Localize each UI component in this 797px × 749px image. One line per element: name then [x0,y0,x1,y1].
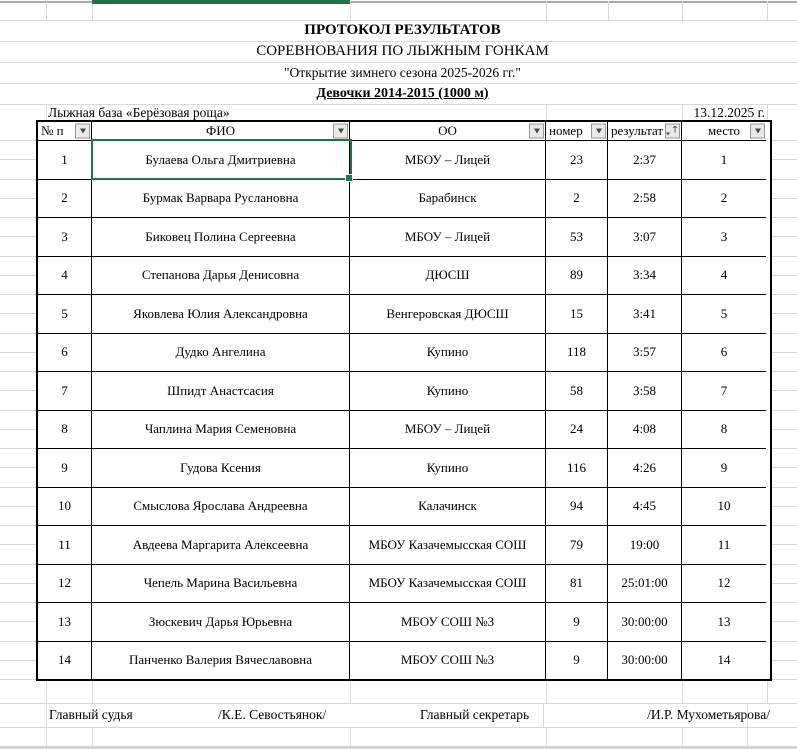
gridline-h [0,583,36,584]
table-row [38,448,770,487]
gridline-h [0,429,36,430]
column-header-oo: ОО [350,122,546,140]
gridline-h [769,544,797,545]
gridline-h [0,140,36,141]
gridline-h [769,429,797,430]
gridline-v [92,727,93,746]
cell-place[interactable]: 2 [682,179,766,218]
gridline-h [769,294,797,295]
cell-place[interactable]: 10 [682,487,766,526]
cell-fio[interactable]: Панченко Валерия Вячеславовна [92,641,350,680]
gridline-h [0,679,36,680]
gridline-v [46,681,47,703]
table-row [38,294,770,333]
table-header-row [38,122,770,140]
cell-num[interactable]: 1 [38,140,92,179]
gridline-h [0,159,36,160]
gridline-h [769,313,797,314]
cell-result[interactable]: 4:45 [608,487,682,526]
cell-result[interactable]: 25:01:00 [608,564,682,603]
gridline-v [682,727,683,746]
gridline-h [0,506,36,507]
cell-place[interactable]: 11 [682,525,766,564]
gridline-h [769,467,797,468]
filter-button-bib[interactable] [591,124,606,139]
table-row [38,641,770,680]
cell-num[interactable]: 13 [38,602,92,641]
gridline-v [682,1,683,20]
cell-place[interactable]: 3 [682,217,766,256]
cell-result[interactable]: 3:57 [608,333,682,372]
gridline-h [769,621,797,622]
column-header-bib: номер [546,122,608,140]
gridline-h [769,506,797,507]
cell-fio[interactable]: Чепель Марина Васильевна [92,564,350,603]
gridline-h [0,256,36,257]
cell-fio[interactable]: Биковец Полина Сергеевна [92,217,350,256]
gridline-h [0,660,36,661]
secretary-name: /И.Р. Мухометьярова/ [647,707,770,722]
cell-num[interactable]: 10 [38,487,92,526]
filter-button-num[interactable] [75,124,90,139]
cell-result[interactable]: 4:08 [608,410,682,449]
cell-oo[interactable]: Калачинск [350,487,546,526]
gridline-h [0,217,36,218]
title-season: "Открытие зимнего сезона 2025-2026 гг." [284,65,521,80]
cell-result[interactable]: 3:41 [608,294,682,333]
gridline-v [608,1,609,20]
gridline-v [546,1,547,20]
gridline-h [0,294,36,295]
gridline-h [0,390,36,391]
cell-bib[interactable]: 15 [546,294,608,333]
gridline-v [767,1,768,20]
cell-place[interactable]: 4 [682,256,766,295]
secretary-label: Главный секретарь [420,707,530,722]
judge-label: Главный судья [49,707,133,722]
cell-num[interactable]: 8 [38,410,92,449]
title-category: Девочки 2014-2015 (1000 м) [316,86,489,101]
column-header-result: результат ↑ [608,122,682,140]
gridline-h [0,602,36,603]
cell-bib[interactable]: 24 [546,410,608,449]
gridline-h [769,448,797,449]
table-row [38,487,770,526]
column-header-num: № п [38,122,92,140]
cell-fio[interactable]: Смыслова Ярослава Андреевна [92,487,350,526]
gridline-h [769,179,797,180]
gridline-h [0,198,36,199]
table-row [38,564,770,603]
cell-oo[interactable]: МБОУ – Лицей [350,410,546,449]
cell-num[interactable]: 4 [38,256,92,295]
cell-place[interactable]: 13 [682,602,766,641]
gridline-h [0,352,36,353]
cell-place[interactable]: 8 [682,410,766,449]
cell-bib[interactable]: 94 [546,487,608,526]
selection-strip [92,0,350,4]
gridline-h [769,333,797,334]
results-table [36,120,772,681]
gridline-h [769,564,797,565]
gridline-h [769,487,797,488]
gridline-h [769,371,797,372]
gridline-h [769,256,797,257]
title-competition: СОРЕВНОВАНИЯ ПО ЛЫЖНЫМ ГОНКАМ [256,43,549,59]
gridline-v [46,1,47,20]
filter-button-fio[interactable] [333,124,348,139]
filter-caret-icon [534,129,540,134]
cell-oo[interactable]: Купино [350,371,546,410]
gridline-h [769,679,797,680]
cell-result[interactable]: 2:58 [608,179,682,218]
cell-fio[interactable]: Авдеева Маргарита Алексеевна [92,525,350,564]
gridline-h [0,179,36,180]
cell-num[interactable]: 7 [38,371,92,410]
gridline-h [0,564,36,565]
cell-bib[interactable]: 58 [546,371,608,410]
cell-oo[interactable]: МБОУ СОШ №3 [350,641,546,680]
cell-fio[interactable]: Шпидт Анастсасия [92,371,350,410]
filter-caret-icon [596,129,602,134]
cell-bib[interactable]: 79 [546,525,608,564]
cell-result[interactable]: 2:37 [608,140,682,179]
gridline-h [769,410,797,411]
cell-oo[interactable]: МБОУ СОШ №3 [350,602,546,641]
gridline-h [769,641,797,642]
cell-bib[interactable]: 53 [546,217,608,256]
filter-caret-icon [80,129,86,134]
cell-result[interactable]: 19:00 [608,525,682,564]
cell-num[interactable]: 14 [38,641,92,680]
cell-fio[interactable]: Гудова Ксения [92,448,350,487]
cell-num[interactable]: 12 [38,564,92,603]
gridline-v [543,703,544,727]
cell-num[interactable]: 9 [38,448,92,487]
gridline-h [0,467,36,468]
cell-oo[interactable]: Купино [350,333,546,372]
cell-place[interactable]: 5 [682,294,766,333]
cell-place[interactable]: 9 [682,448,766,487]
cell-oo[interactable]: МБОУ Казачемысская СОШ [350,564,546,603]
cell-num[interactable]: 6 [38,333,92,372]
filter-caret-icon [338,129,344,134]
gridline-h [769,352,797,353]
cell-bib[interactable]: 116 [546,448,608,487]
cell-fio[interactable]: Чаплина Мария Семеновна [92,410,350,449]
table-row [38,217,770,256]
gridline-h [0,525,36,526]
filter-caret-icon [666,132,670,135]
gridline-v [350,727,351,746]
cell-fio[interactable]: Булаева Ольга Дмитриевна [92,140,350,179]
gridline-v [767,681,768,703]
cell-fio[interactable]: Зюскевич Дарья Юрьевна [92,602,350,641]
cell-num[interactable]: 2 [38,179,92,218]
gridline-v [747,727,748,746]
cell-bib[interactable]: 89 [546,256,608,295]
gridline-h [0,410,36,411]
cell-bib[interactable]: 9 [546,641,608,680]
sort-ascending-icon: ↑ [671,125,679,136]
gridline-h [769,140,797,141]
cell-result[interactable]: 3:07 [608,217,682,256]
cell-oo[interactable]: Венгеровская ДЮСШ [350,294,546,333]
cell-bib[interactable]: 118 [546,333,608,372]
gridline-h [0,727,797,728]
table-row [38,410,770,449]
cell-result[interactable]: 4:26 [608,448,682,487]
gridline-h [0,236,36,237]
gridline-v [46,727,47,746]
gridline-v [92,681,93,703]
venue-text: Лыжная база «Берёзовая роща» [48,105,230,120]
cell-result[interactable]: 3:34 [608,256,682,295]
cell-oo[interactable]: МБОУ Казачемысская СОШ [350,525,546,564]
gridline-v [546,727,547,746]
gridline-h [769,275,797,276]
table-row [38,371,770,410]
gridline-h [769,583,797,584]
cell-bib[interactable]: 23 [546,140,608,179]
gridline-h [0,641,36,642]
cell-place[interactable]: 1 [682,140,766,179]
filter-button-oo[interactable] [529,124,544,139]
date-text: 13.12.2025 г. [693,105,765,120]
gridline-v [546,681,547,703]
cell-bib[interactable]: 81 [546,564,608,603]
gridline-h [0,313,36,314]
judge-name: /К.Е. Севостьянок/ [218,707,327,722]
table-row [38,333,770,372]
gridline-h [0,487,36,488]
gridline-h [0,371,36,372]
cell-place[interactable]: 14 [682,641,766,680]
cell-oo[interactable]: МБОУ – Лицей [350,140,546,179]
cell-fio[interactable]: Яковлева Юлия Александровна [92,294,350,333]
cell-place[interactable]: 7 [682,371,766,410]
cell-fio[interactable]: Бурмак Варвара Руслановна [92,179,350,218]
fill-handle[interactable] [345,174,353,182]
gridline-h [769,390,797,391]
table-row [38,256,770,295]
filter-button-place[interactable] [750,124,765,139]
cell-oo[interactable]: Барабинск [350,179,546,218]
cell-place[interactable]: 12 [682,564,766,603]
gridline-h [0,621,36,622]
cell-num[interactable]: 11 [38,525,92,564]
table-row [38,140,770,179]
title-protocol: ПРОТОКОЛ РЕЗУЛЬТАТОВ [304,22,501,38]
cell-result[interactable]: 3:58 [608,371,682,410]
cell-fio[interactable]: Степанова Дарья Денисовна [92,256,350,295]
gridline-v [46,703,47,727]
cell-result[interactable]: 30:00:00 [608,602,682,641]
table-row [38,602,770,641]
gridline-h [769,525,797,526]
cell-bib[interactable]: 9 [546,602,608,641]
gridline-h [769,217,797,218]
gridline-h [0,544,36,545]
gridline-h [769,602,797,603]
cell-oo[interactable]: Купино [350,448,546,487]
cell-oo[interactable]: МБОУ – Лицей [350,217,546,256]
cell-fio[interactable]: Дудко Ангелина [92,333,350,372]
cell-place[interactable]: 6 [682,333,766,372]
gridline-h [0,448,36,449]
gridline-v [350,1,351,20]
gridline-v [682,681,683,703]
gridline-h [769,159,797,160]
gridline-h [769,660,797,661]
cell-result[interactable]: 30:00:00 [608,641,682,680]
gridline-h [769,236,797,237]
table-body [38,140,770,679]
cell-num[interactable]: 5 [38,294,92,333]
table-row [38,525,770,564]
cell-oo[interactable]: ДЮСШ [350,256,546,295]
cell-num[interactable]: 3 [38,217,92,256]
gridline-h [769,198,797,199]
column-header-place: место [682,122,766,140]
column-header-fio: ФИО [92,122,350,140]
filter-caret-icon [755,129,761,134]
cell-bib[interactable]: 2 [546,179,608,218]
filter-sort-asc-button-result[interactable] [665,124,680,139]
gridline-h [0,333,36,334]
gridline-v [350,681,351,703]
table-row [38,179,770,218]
gridline-h [0,275,36,276]
